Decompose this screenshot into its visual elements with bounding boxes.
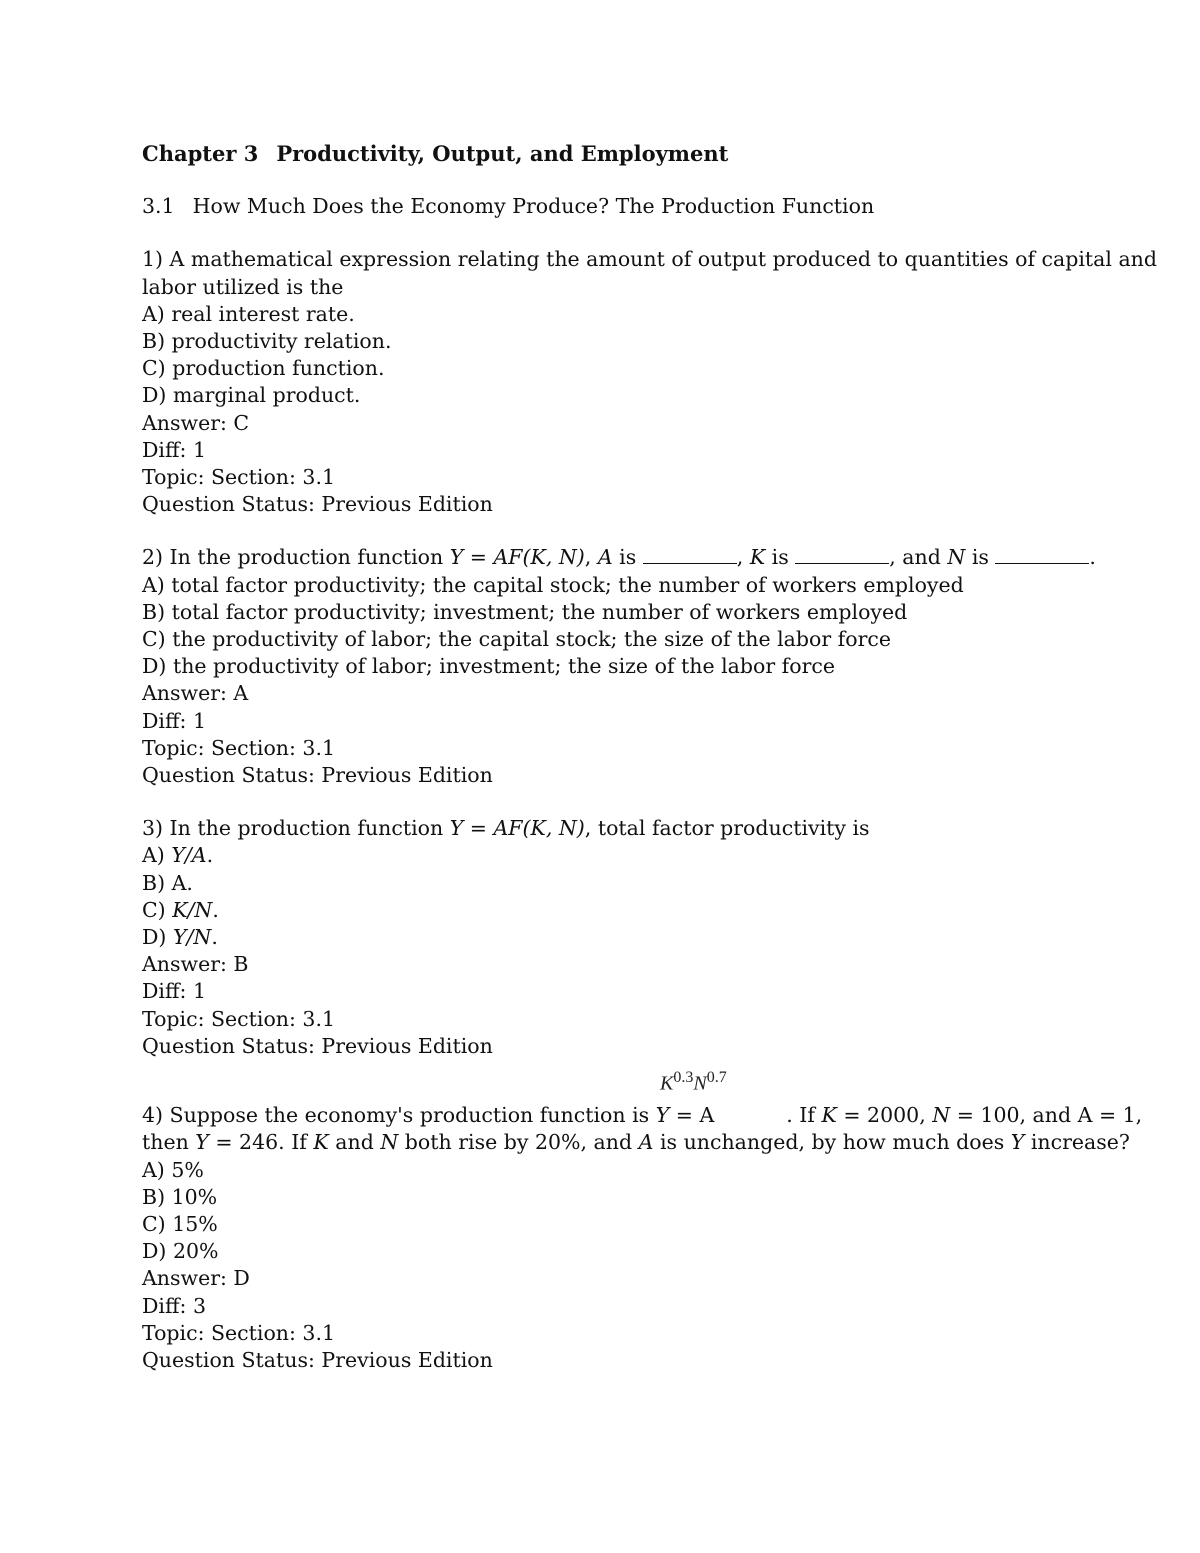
option-d: D) marginal product. xyxy=(142,383,361,408)
document-page xyxy=(142,140,1158,1400)
stem-text: is xyxy=(765,545,796,570)
variable-n: N xyxy=(380,1130,399,1155)
blank-line xyxy=(795,545,889,564)
option-value: K/N xyxy=(172,897,213,922)
variable-a: A xyxy=(597,545,613,570)
question-status: Question Status: Previous Edition xyxy=(142,492,493,517)
question-stem xyxy=(142,544,1096,571)
equation: Y = AF(K, N) xyxy=(449,545,585,570)
section-number: 3.1 xyxy=(142,194,175,219)
stem-text: , total factor productivity is xyxy=(584,816,870,841)
option-c: C) the productivity of labor; the capital stock; the size of the labor force xyxy=(142,627,892,652)
blank-line xyxy=(643,545,737,564)
option-label: A) xyxy=(142,843,172,868)
formula-n: N xyxy=(693,1072,707,1095)
variable-y: Y xyxy=(655,1103,670,1128)
question-stem-cont: labor utilized is the xyxy=(142,274,344,299)
option-b: B) total factor productivity; investment; the number of workers employed xyxy=(142,599,908,624)
variable-k: K xyxy=(749,545,766,570)
answer: Answer: C xyxy=(142,410,250,435)
option-a: A) real interest rate. xyxy=(142,301,355,326)
option-c xyxy=(142,897,1072,924)
option-label: D) xyxy=(142,925,173,950)
stem-text: , xyxy=(584,545,598,570)
option-a xyxy=(142,842,1072,869)
topic: Topic: Section: 3.1 xyxy=(142,1006,336,1031)
option-c: C) 15% xyxy=(142,1211,218,1236)
formula-k: K xyxy=(660,1072,674,1095)
variable-n: N xyxy=(947,545,966,570)
stem-text: = 100, and A = 1, xyxy=(950,1103,1143,1128)
option-b: B) 10% xyxy=(142,1184,218,1209)
option-end: . xyxy=(211,925,218,950)
question-status: Question Status: Previous Edition xyxy=(142,1033,493,1058)
topic: Topic: Section: 3.1 xyxy=(142,735,336,760)
variable-y: Y xyxy=(1010,1130,1025,1155)
question-stem xyxy=(142,1102,1143,1129)
stem-text: 2) In the production function xyxy=(142,545,450,570)
chapter-number: Chapter 3 xyxy=(142,141,259,166)
stem-text: , xyxy=(736,545,750,570)
formula-image xyxy=(660,1064,727,1098)
option-end: . xyxy=(212,897,219,922)
answer: Answer: D xyxy=(142,1266,250,1291)
option-value: Y/A xyxy=(171,843,207,868)
topic: Topic: Section: 3.1 xyxy=(142,1320,336,1345)
option-label: C) xyxy=(142,897,173,922)
section-heading xyxy=(142,193,1072,220)
question-stem xyxy=(142,815,1072,842)
stem-text: . xyxy=(1089,545,1096,570)
stem-text: = 2000, xyxy=(836,1103,933,1128)
chapter-title: Productivity, Output, and Employment xyxy=(276,141,729,166)
question-3 xyxy=(142,815,1072,1060)
difficulty: Diff: 1 xyxy=(142,979,207,1004)
blank-line xyxy=(995,545,1089,564)
variable-k: K xyxy=(821,1103,837,1128)
stem-text: . If xyxy=(786,1103,822,1128)
difficulty: Diff: 1 xyxy=(142,437,207,462)
stem-text: both rise by 20%, and xyxy=(398,1130,639,1155)
stem-text: = 246. If xyxy=(208,1130,314,1155)
question-4 xyxy=(142,1069,1143,1374)
stem-text: then xyxy=(142,1130,196,1155)
option-a: A) 5% xyxy=(142,1157,204,1182)
variable-k: K xyxy=(313,1130,329,1155)
stem-text: increase? xyxy=(1024,1130,1130,1155)
question-stem-cont xyxy=(142,1129,1130,1156)
stem-text: and xyxy=(328,1130,381,1155)
question-1 xyxy=(142,246,1158,518)
topic: Topic: Section: 3.1 xyxy=(142,465,336,490)
formula-n-exponent: 0.7 xyxy=(706,1069,727,1087)
variable-y: Y xyxy=(195,1130,209,1155)
stem-text: 4) Suppose the economy's production function is xyxy=(142,1103,656,1128)
option-c: C) production function. xyxy=(142,356,385,381)
variable-a: A xyxy=(638,1130,654,1155)
chapter-heading xyxy=(142,140,1072,167)
option-value: Y/N xyxy=(172,925,212,950)
option-b: B) A. xyxy=(142,870,193,895)
answer: Answer: B xyxy=(142,952,249,977)
section-title: How Much Does the Economy Produce? The Production Function xyxy=(192,194,875,219)
question-status: Question Status: Previous Edition xyxy=(142,1347,493,1372)
difficulty: Diff: 3 xyxy=(142,1293,207,1318)
option-a: A) total factor productivity; the capital stock; the number of workers employed xyxy=(142,572,964,597)
stem-text: = A xyxy=(669,1103,715,1128)
stem-text: is xyxy=(612,545,643,570)
difficulty: Diff: 1 xyxy=(142,708,207,733)
option-d: D) 20% xyxy=(142,1239,219,1264)
option-b: B) productivity relation. xyxy=(142,329,392,354)
formula-k-exponent: 0.3 xyxy=(673,1069,694,1087)
question-stem: 1) A mathematical expression relating the amount of output produced to quantities of capital and xyxy=(142,247,1158,272)
question-2 xyxy=(142,544,1096,789)
option-d: D) the productivity of labor; investment; the size of the labor force xyxy=(142,654,836,679)
variable-n: N xyxy=(932,1103,951,1128)
question-status: Question Status: Previous Edition xyxy=(142,763,493,788)
answer: Answer: A xyxy=(142,681,249,706)
equation: Y = AF(K, N) xyxy=(449,816,585,841)
option-d xyxy=(142,924,1072,951)
stem-text: is xyxy=(965,545,996,570)
stem-text: 3) In the production function xyxy=(142,816,450,841)
stem-text: is unchanged, by how much does xyxy=(653,1130,1011,1155)
stem-text: , and xyxy=(889,545,948,570)
option-end: . xyxy=(206,843,214,868)
